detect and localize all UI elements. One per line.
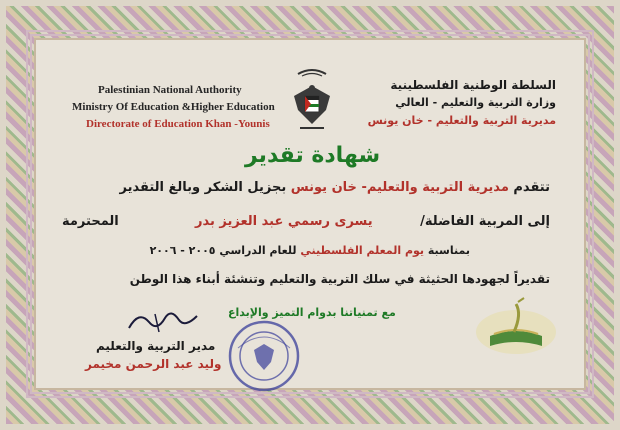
recipient-name: يسرى رسمي عبد العزيز بدر <box>195 214 373 229</box>
line2-prefix: إلى المربية الفاضلة/ <box>420 214 550 229</box>
book-quill-icon <box>472 296 560 360</box>
line1-suffix: بجزيل الشكر وبالغ التقدير <box>119 180 287 195</box>
line3-prefix: بمناسبة <box>427 244 470 257</box>
line3-suffix: للعام الدراسي ٢٠٠٥ - ٢٠٠٦ <box>149 244 297 257</box>
signature-icon <box>125 306 203 336</box>
line2-suffix: المحترمة <box>62 214 119 229</box>
signature-role: مدير التربية والتعليم <box>96 339 216 353</box>
certificate-title: شهادة تقدير <box>245 143 381 168</box>
ministry-ar: وزارة التربية والتعليم - العالي <box>395 96 556 109</box>
line3-occasion: يوم المعلم الفلسطيني <box>300 244 425 257</box>
palestine-emblem-icon <box>288 66 336 134</box>
ministry-en: Ministry Of Education &Higher Education <box>72 101 275 113</box>
line1-prefix: تتقدم <box>513 180 550 195</box>
line1-directorate: مديرية التربية والتعليم- خان يونس <box>290 180 509 195</box>
body-line-5: مع تمنياتنا بدوام التميز والإبداع <box>228 306 396 319</box>
signature-name: وليد عبد الرحمن مخيمر <box>85 357 222 371</box>
body-line-1 <box>120 180 550 195</box>
body-line-4: تقديراً لجهودها الحثيثة في سلك التربية والتعليم وتنشئة أبناء هذا الوطن <box>129 272 550 286</box>
authority-en: Palestinian National Authority <box>98 84 242 96</box>
directorate-ar: مديرية التربية والتعليم - خان يونس <box>367 114 556 127</box>
body-line-3 <box>150 244 470 257</box>
official-stamp-icon <box>226 318 302 394</box>
directorate-en: Directorate of Education Khan -Younis <box>86 118 270 130</box>
authority-ar: السلطة الوطنية الفلسطينية <box>390 78 556 92</box>
